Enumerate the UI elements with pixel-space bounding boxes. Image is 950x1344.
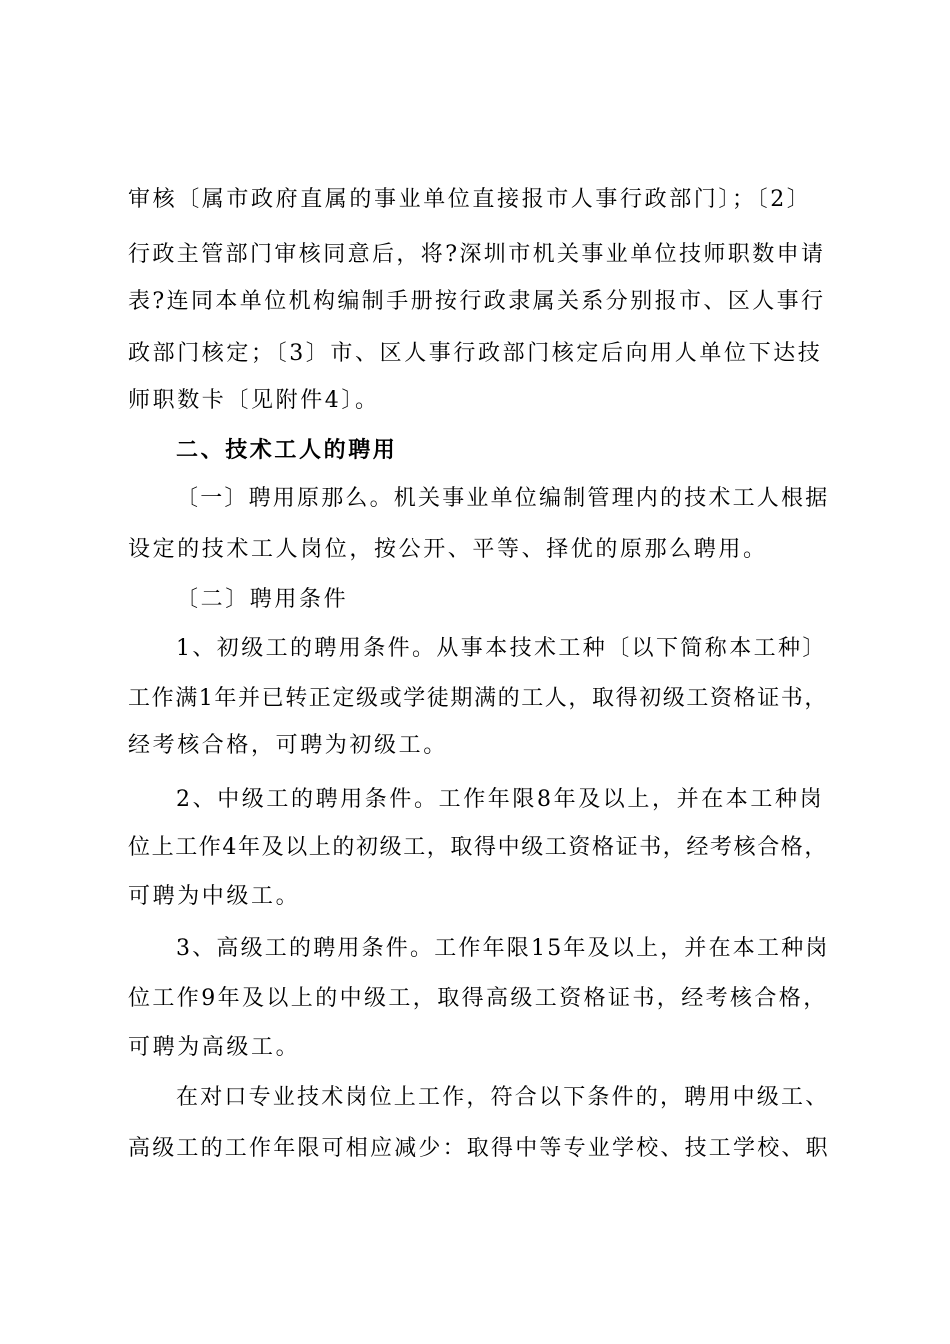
paragraph-line: 表?连同本单位机构编制手册按行政隶属关系分别报市、区人事行: [128, 289, 826, 314]
paragraph-line: 行政主管部门审核同意后，将?深圳市机关事业单位技师职数申请: [128, 242, 826, 267]
paragraph-line: 2、中级工的聘用条件。工作年限8年及以上，并在本工种岗: [176, 787, 825, 812]
paragraph-line: 审核〔属市政府直属的事业单位直接报市人事行政部门〕；〔2〕: [128, 187, 812, 212]
paragraph-line: 在对口专业技术岗位上工作，符合以下条件的，聘用中级工、: [176, 1085, 830, 1110]
paragraph-line: 可聘为高级工。: [128, 1035, 301, 1060]
paragraph-line: 师职数卡〔见附件4〕。: [128, 388, 380, 413]
paragraph-line: 经考核合格，可聘为初级工。: [128, 733, 448, 758]
paragraph-line: 位上工作4年及以上的初级工，取得中级工资格证书，经考核合格，: [128, 835, 828, 860]
section-heading: 二、技术工人的聘用: [176, 438, 398, 463]
paragraph-line: 〔一〕聘用原那么。机关事业单位编制管理内的技术工人根据: [176, 486, 830, 511]
paragraph-line: 位工作9年及以上的中级工，取得高级工资格证书，经考核合格，: [128, 986, 828, 1011]
paragraph-line: 设定的技术工人岗位，按公开、平等、择优的原那么聘用。: [128, 537, 768, 562]
paragraph-line: 高级工的工作年限可相应减少：取得中等专业学校、技工学校、职: [128, 1136, 830, 1161]
paragraph-line: 工作满1年并已转正定级或学徒期满的工人，取得初级工资格证书，: [128, 686, 828, 711]
paragraph-line: 可聘为中级工。: [128, 884, 301, 909]
paragraph-line: 3、高级工的聘用条件。工作年限15年及以上，并在本工种岗: [176, 936, 830, 961]
paragraph-line: 1、初级工的聘用条件。从事本技术工种〔以下简称本工种〕: [176, 636, 827, 661]
subsection-heading: 〔二〕聘用条件: [176, 587, 349, 612]
paragraph-line: 政部门核定；〔3〕市、区人事行政部门核定后向用人单位下达技: [128, 341, 823, 366]
